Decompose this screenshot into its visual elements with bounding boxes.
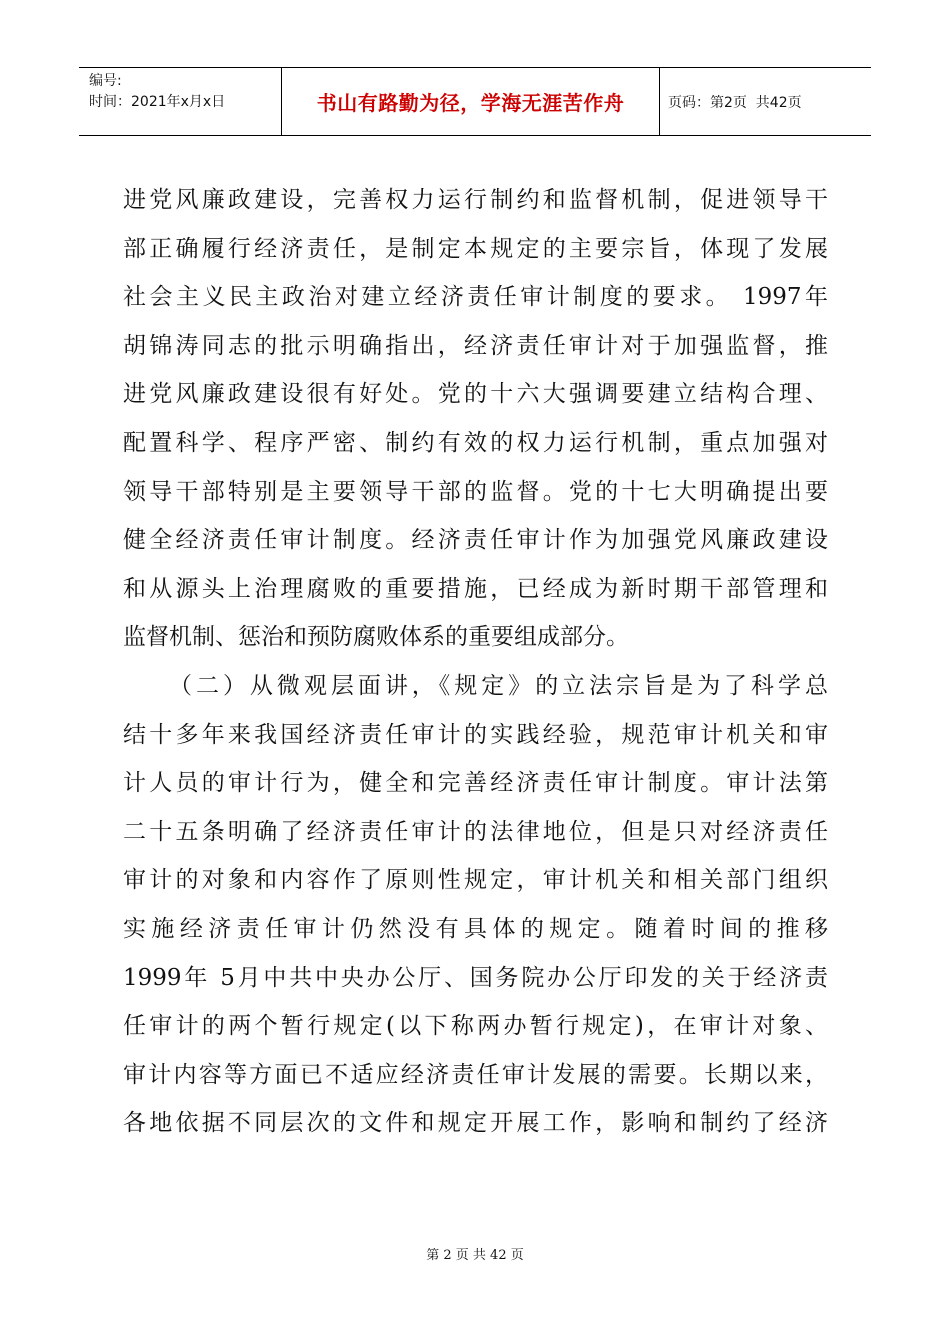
page-number-label: 页码：第2页 共42页	[668, 94, 802, 111]
date-label: 时间：2021年x月x日	[89, 94, 226, 110]
body-line: 任审计的两个暂行规定(以下称两办暂行规定)，在审计对象、	[123, 1013, 828, 1040]
header-page-info	[660, 68, 871, 135]
body-line: 审计内容等方面已不适应经济责任审计发展的需要。长期以来，	[123, 1061, 828, 1088]
body-line: 部正确履行经济责任，是制定本规定的主要宗旨，体现了发展	[123, 235, 828, 262]
body-line: 胡锦涛同志的批示明确指出，经济责任审计对于加强监督，推	[123, 332, 828, 359]
body-line: 各地依据不同层次的文件和规定开展工作，影响和制约了经济	[123, 1110, 828, 1137]
header-motto: 书山有路勤为径，学海无涯苦作舟	[282, 68, 660, 135]
body-line: 计人员的审计行为，健全和完善经济责任审计制度。审计法第	[123, 770, 828, 797]
page-footer: 第 2 页 共 42 页	[426, 1248, 524, 1263]
document-header	[79, 67, 871, 136]
body-line: 健全经济责任审计制度。经济责任审计作为加强党风廉政建设	[123, 527, 828, 554]
body-line: 配置科学、程序严密、制约有效的权力运行机制，重点加强对	[123, 429, 828, 456]
header-meta	[79, 68, 282, 135]
body-line: 审计的对象和内容作了原则性规定，审计机关和相关部门组织	[123, 867, 828, 894]
body-line: 结十多年来我国经济责任审计的实践经验，规范审计机关和审	[123, 721, 828, 748]
body-line: 实施经济责任审计仍然没有具体的规定。随着时间的推移	[123, 915, 828, 942]
body-line-paragraph-start: （二）从微观层面讲，《规定》的立法宗旨是为了科学总	[169, 672, 828, 699]
body-line: 领导干部特别是主要领导干部的监督。党的十七大明确提出要	[123, 478, 828, 505]
body-line: 二十五条明确了经济责任审计的法律地位，但是只对经济责任	[123, 818, 828, 845]
serial-number-label: 编号:	[89, 73, 122, 89]
body-line: 监督机制、惩治和预防腐败体系的重要组成部分。	[123, 624, 629, 651]
body-line: 社会主义民主政治对建立经济责任审计制度的要求。 1997年	[123, 284, 828, 311]
body-line: 进党风廉政建设，完善权力运行制约和监督机制，促进领导干	[123, 187, 828, 213]
body-line: 和从源头上治理腐败的重要措施，已经成为新时期干部管理和	[123, 575, 828, 602]
document-body	[123, 184, 828, 1156]
body-line: 1999年 5月中共中央办公厅、国务院办公厅印发的关于经济责	[123, 964, 828, 991]
body-line: 进党风廉政建设很有好处。党的十六大强调要建立结构合理、	[123, 381, 828, 408]
